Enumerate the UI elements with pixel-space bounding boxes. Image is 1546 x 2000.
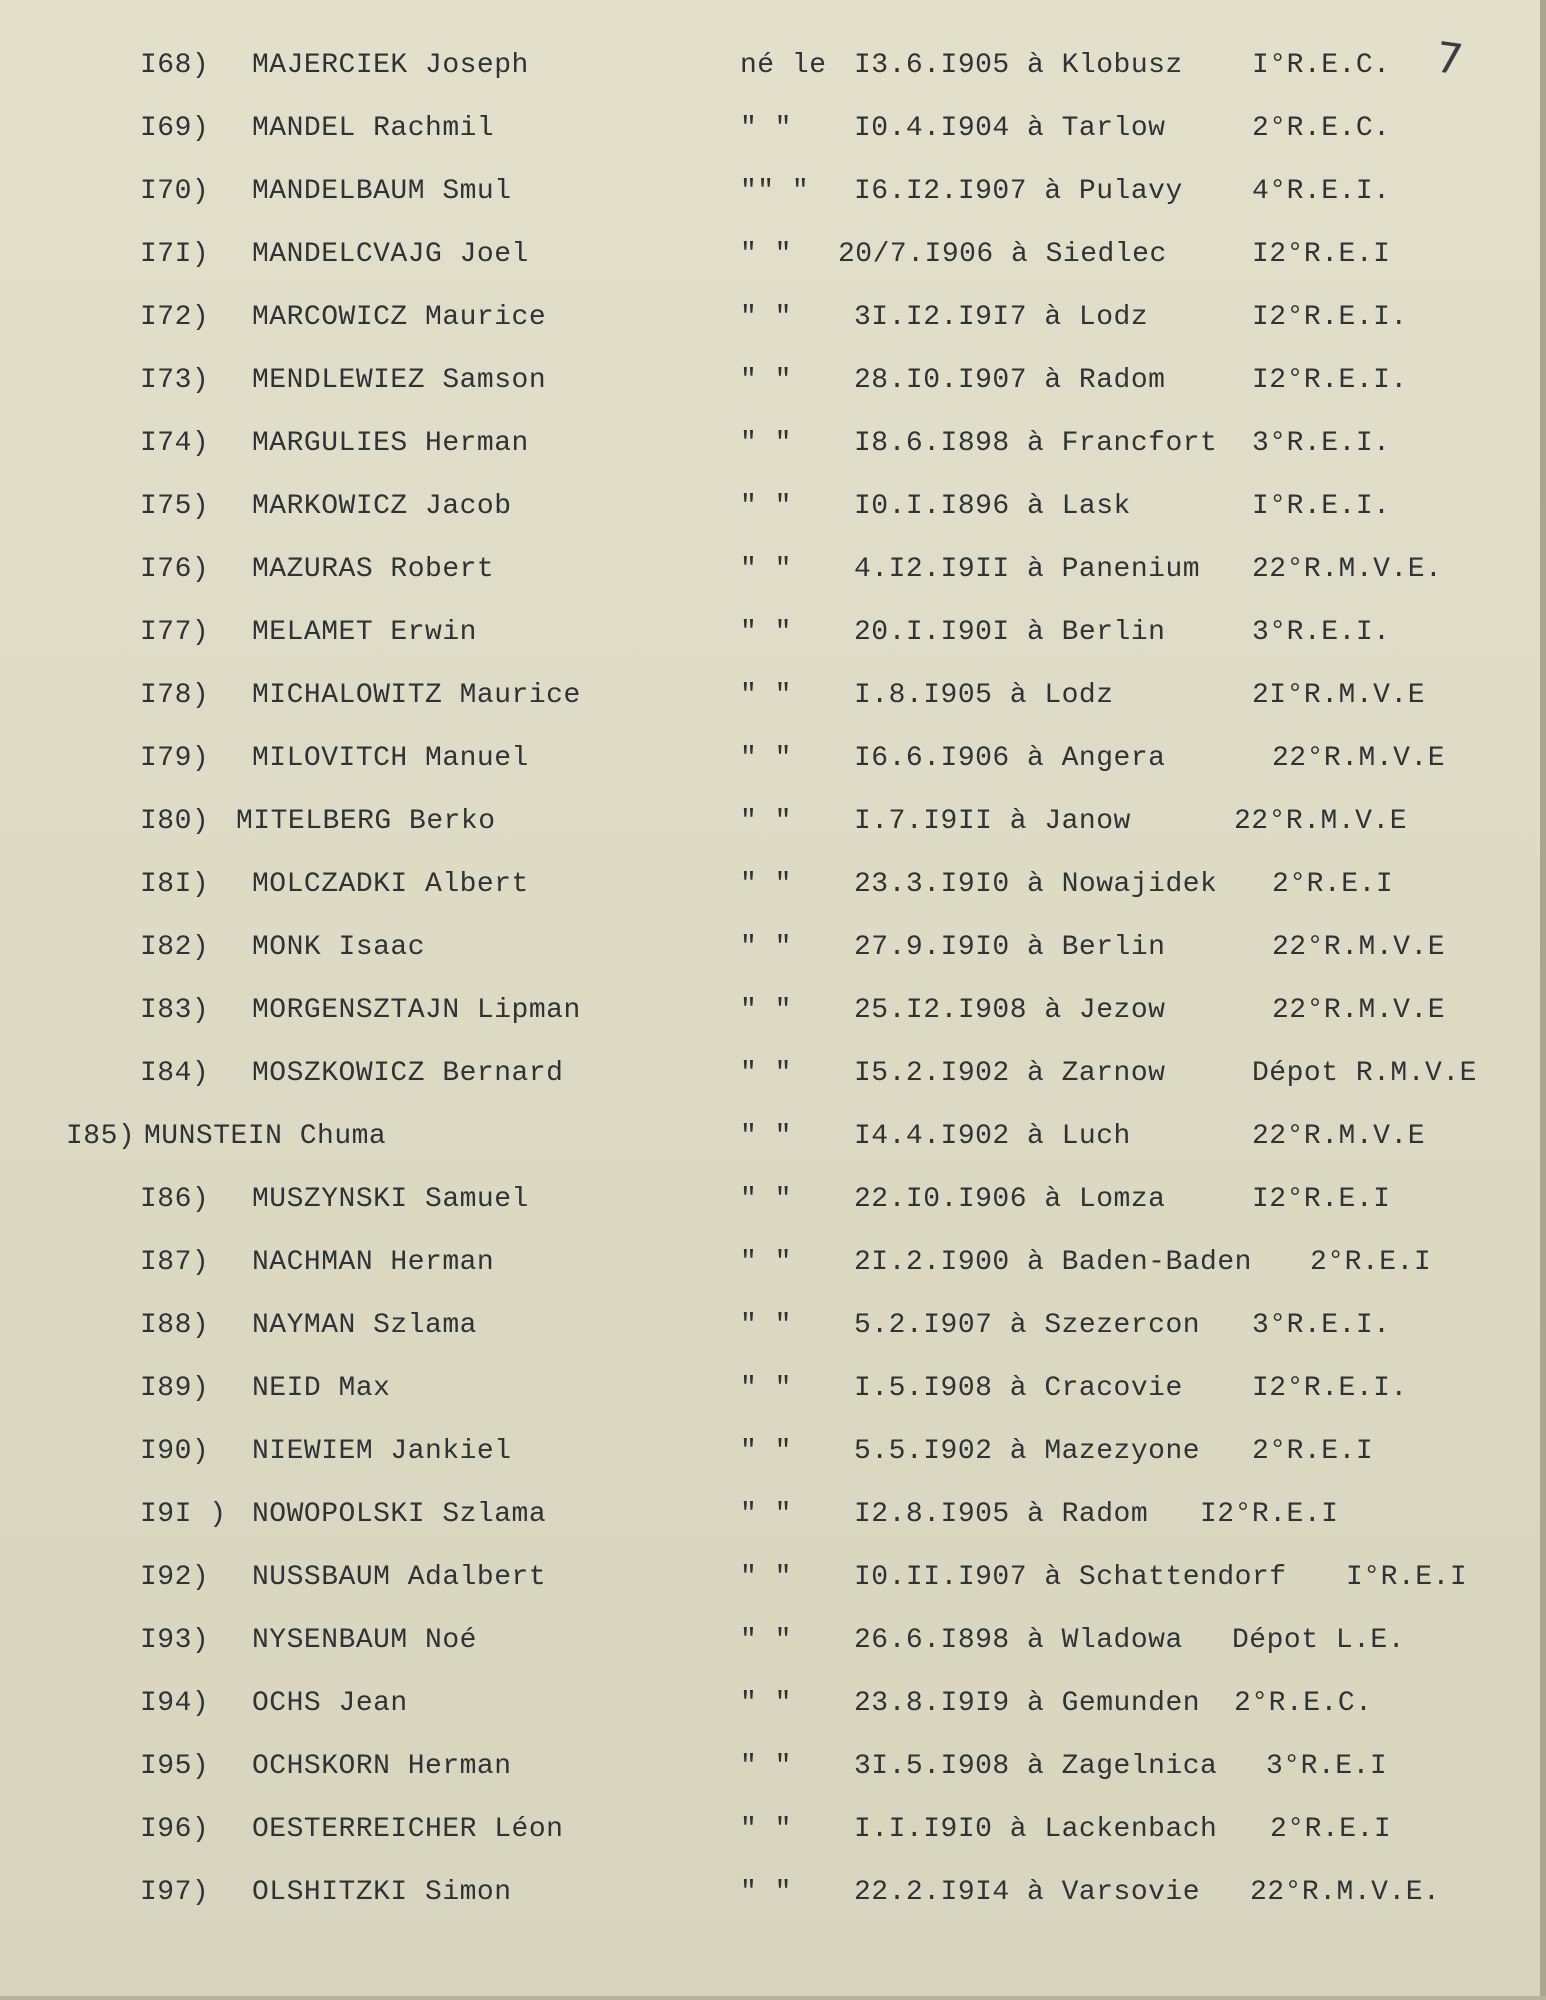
entry-number: I88) <box>140 1310 210 1341</box>
regiment-unit: I2°R.E.I. <box>1252 1373 1408 1404</box>
person-name: MANDELBAUM Smul <box>252 176 512 207</box>
person-name: NOWOPOLSKI Szlama <box>252 1499 547 1530</box>
regiment-unit: Dépot R.M.V.E <box>1252 1058 1477 1089</box>
ditto-marks: " " <box>740 1373 792 1404</box>
regiment-unit: 22°R.M.V.E. <box>1250 1877 1441 1908</box>
person-name: MILOVITCH Manuel <box>252 743 529 774</box>
roster-entry <box>0 1684 1546 1724</box>
ditto-marks: " " <box>740 1058 792 1089</box>
regiment-unit: 3°R.E.I. <box>1252 428 1391 459</box>
regiment-unit: 22°R.M.V.E <box>1272 743 1446 774</box>
entry-number: I94) <box>140 1688 210 1719</box>
ditto-marks: " " <box>740 1562 792 1593</box>
roster-entry <box>0 487 1546 527</box>
roster-entry <box>0 1495 1546 1535</box>
regiment-unit: 22°R.M.V.E <box>1272 932 1446 963</box>
ditto-marks: " " <box>740 995 792 1026</box>
roster-entry <box>0 1054 1546 1094</box>
birth-date-place: 23.8.I9I9 à Gemunden <box>854 1688 1201 1719</box>
roster-entry <box>0 1432 1546 1472</box>
person-name: MAJERCIEK Joseph <box>252 50 529 81</box>
birth-date-place: I0.4.I904 à Tarlow <box>854 113 1166 144</box>
entry-number: I69) <box>140 113 210 144</box>
entry-number: I76) <box>140 554 210 585</box>
person-name: OESTERREICHER Léon <box>252 1814 564 1845</box>
regiment-unit: I°R.E.I. <box>1252 491 1391 522</box>
roster-entry <box>0 361 1546 401</box>
roster-entry <box>0 46 1546 86</box>
ditto-marks: " " <box>740 869 792 900</box>
birth-date-place: 26.6.I898 à Wladowa <box>854 1625 1183 1656</box>
entry-number: I92) <box>140 1562 210 1593</box>
regiment-unit: 2I°R.M.V.E <box>1252 680 1426 711</box>
birth-date-place: 22.2.I9I4 à Varsovie <box>854 1877 1201 1908</box>
person-name: NIEWIEM Jankiel <box>252 1436 512 1467</box>
roster-entry <box>0 1117 1546 1157</box>
roster-entry <box>0 1558 1546 1598</box>
entry-number: I97) <box>140 1877 210 1908</box>
birth-date-place: I0.I.I896 à Lask <box>854 491 1131 522</box>
ditto-marks: " " <box>740 743 792 774</box>
regiment-unit: I°R.E.C. <box>1252 50 1391 81</box>
person-name: NUSSBAUM Adalbert <box>252 1562 547 1593</box>
birth-date-place: I0.II.I907 à Schattendorf <box>854 1562 1287 1593</box>
birth-date-place: I.7.I9II à Janow <box>854 806 1131 837</box>
birth-date-place: I6.I2.I907 à Pulavy <box>854 176 1183 207</box>
roster-entry <box>0 1243 1546 1283</box>
roster-entry <box>0 991 1546 1031</box>
entry-number: I87) <box>140 1247 210 1278</box>
ditto-marks: " " <box>740 1247 792 1278</box>
person-name: MARCOWICZ Maurice <box>252 302 547 333</box>
regiment-unit: I°R.E.I <box>1346 1562 1468 1593</box>
ditto-marks: " " <box>740 1121 792 1152</box>
roster-entry <box>0 424 1546 464</box>
person-name: MUNSTEIN Chuma <box>144 1121 387 1152</box>
ditto-marks: " " <box>740 365 792 396</box>
entry-number: I80) <box>140 806 210 837</box>
ditto-marks: " " <box>740 554 792 585</box>
person-name: NEID Max <box>252 1373 391 1404</box>
birth-date-place: I4.4.I902 à Luch <box>854 1121 1131 1152</box>
birth-date-place: I8.6.I898 à Francfort <box>854 428 1218 459</box>
regiment-unit: I2°R.E.I <box>1252 1184 1391 1215</box>
person-name: MARGULIES Herman <box>252 428 529 459</box>
regiment-unit: I2°R.E.I. <box>1252 302 1408 333</box>
regiment-unit: 22°R.M.V.E <box>1252 1121 1426 1152</box>
person-name: MUSZYNSKI Samuel <box>252 1184 529 1215</box>
roster-entry <box>0 235 1546 275</box>
roster-entry <box>0 1810 1546 1850</box>
person-name: MORGENSZTAJN Lipman <box>252 995 581 1026</box>
regiment-unit: 22°R.M.V.E. <box>1252 554 1443 585</box>
person-name: NACHMAN Herman <box>252 1247 495 1278</box>
roster-entry <box>0 550 1546 590</box>
entry-number: I86) <box>140 1184 210 1215</box>
entry-number: I70) <box>140 176 210 207</box>
birth-date-place: 20/7.I906 à Siedlec <box>838 239 1167 270</box>
birth-date-place: 5.2.I907 à Szezercon <box>854 1310 1201 1341</box>
entry-number: I89) <box>140 1373 210 1404</box>
birth-date-place: I.8.I905 à Lodz <box>854 680 1114 711</box>
roster-entry <box>0 1747 1546 1787</box>
regiment-unit: 22°R.M.V.E <box>1272 995 1446 1026</box>
ditto-marks: " " <box>740 491 792 522</box>
ditto-marks: " " <box>740 428 792 459</box>
regiment-unit: I2°R.E.I <box>1200 1499 1339 1530</box>
regiment-unit: 2°R.E.I <box>1252 1436 1374 1467</box>
birth-date-place: 5.5.I902 à Mazezyone <box>854 1436 1201 1467</box>
roster-entry <box>0 676 1546 716</box>
ditto-marks: "" " <box>740 176 810 207</box>
entry-number: I93) <box>140 1625 210 1656</box>
roster-entry <box>0 1180 1546 1220</box>
entry-number: I95) <box>140 1751 210 1782</box>
birth-date-place: 25.I2.I908 à Jezow <box>854 995 1166 1026</box>
birth-date-place: 28.I0.I907 à Radom <box>854 365 1166 396</box>
ditto-marks: " " <box>740 1877 792 1908</box>
ditto-marks: " " <box>740 113 792 144</box>
roster-entry <box>0 802 1546 842</box>
entry-number: I74) <box>140 428 210 459</box>
person-name: OCHSKORN Herman <box>252 1751 512 1782</box>
person-name: NAYMAN Szlama <box>252 1310 477 1341</box>
entry-number: I78) <box>140 680 210 711</box>
regiment-unit: 2°R.E.I <box>1272 869 1394 900</box>
person-name: MONK Isaac <box>252 932 426 963</box>
ditto-marks: " " <box>740 1310 792 1341</box>
regiment-unit: 3°R.E.I. <box>1252 1310 1391 1341</box>
ditto-marks: " " <box>740 1625 792 1656</box>
regiment-unit: 2°R.E.I <box>1270 1814 1392 1845</box>
person-name: MARKOWICZ Jacob <box>252 491 512 522</box>
person-name: MAZURAS Robert <box>252 554 495 585</box>
regiment-unit: 4°R.E.I. <box>1252 176 1391 207</box>
ditto-marks: " " <box>740 302 792 333</box>
person-name: MOLCZADKI Albert <box>252 869 529 900</box>
roster-entry <box>0 172 1546 212</box>
roster-entry <box>0 1369 1546 1409</box>
person-name: OCHS Jean <box>252 1688 408 1719</box>
birth-date-place: 2I.2.I900 à Baden-Baden <box>854 1247 1252 1278</box>
regiment-unit: 3°R.E.I. <box>1252 617 1391 648</box>
entry-number: I72) <box>140 302 210 333</box>
birth-date-place: 4.I2.I9II à Panenium <box>854 554 1201 585</box>
person-name: MENDLEWIEZ Samson <box>252 365 547 396</box>
roster-entry <box>0 928 1546 968</box>
regiment-unit: I2°R.E.I <box>1252 239 1391 270</box>
birth-date-place: I3.6.I905 à Klobusz <box>854 50 1183 81</box>
entry-number: I73) <box>140 365 210 396</box>
birth-date-place: I5.2.I902 à Zarnow <box>854 1058 1166 1089</box>
person-name: MANDELCVAJG Joel <box>252 239 529 270</box>
birth-date-place: 3I.I2.I9I7 à Lodz <box>854 302 1149 333</box>
ditto-marks: " " <box>740 1751 792 1782</box>
ditto-marks: " " <box>740 1436 792 1467</box>
entry-number: I9I ) <box>140 1499 227 1530</box>
roster-entry <box>0 865 1546 905</box>
regiment-unit: 22°R.M.V.E <box>1234 806 1408 837</box>
entry-number: I79) <box>140 743 210 774</box>
ditto-marks: " " <box>740 617 792 648</box>
entry-number: I82) <box>140 932 210 963</box>
roster-entry <box>0 1621 1546 1661</box>
person-name: MICHALOWITZ Maurice <box>252 680 581 711</box>
roster-entry <box>0 1873 1546 1913</box>
roster-entry <box>0 613 1546 653</box>
birth-prefix: né le <box>740 50 827 81</box>
birth-date-place: 3I.5.I908 à Zagelnica <box>854 1751 1218 1782</box>
ditto-marks: " " <box>740 806 792 837</box>
ditto-marks: " " <box>740 932 792 963</box>
birth-date-place: 20.I.I90I à Berlin <box>854 617 1166 648</box>
ditto-marks: " " <box>740 680 792 711</box>
person-name: MITELBERG Berko <box>236 806 496 837</box>
page-bottom-edge <box>0 1996 1546 2000</box>
regiment-unit: I2°R.E.I. <box>1252 365 1408 396</box>
entry-number: I96) <box>140 1814 210 1845</box>
regiment-unit: 2°R.E.I <box>1310 1247 1432 1278</box>
ditto-marks: " " <box>740 239 792 270</box>
ditto-marks: " " <box>740 1814 792 1845</box>
birth-date-place: I.I.I9I0 à Lackenbach <box>854 1814 1218 1845</box>
ditto-marks: " " <box>740 1688 792 1719</box>
entry-number: I84) <box>140 1058 210 1089</box>
birth-date-place: I.5.I908 à Cracovie <box>854 1373 1183 1404</box>
entry-number: I68) <box>140 50 210 81</box>
birth-date-place: I6.6.I906 à Angera <box>854 743 1166 774</box>
person-name: MANDEL Rachmil <box>252 113 495 144</box>
birth-date-place: I2.8.I905 à Radom <box>854 1499 1149 1530</box>
birth-date-place: 22.I0.I906 à Lomza <box>854 1184 1166 1215</box>
person-name: MOSZKOWICZ Bernard <box>252 1058 564 1089</box>
birth-date-place: 23.3.I9I0 à Nowajidek <box>854 869 1218 900</box>
regiment-unit: 3°R.E.I <box>1266 1751 1388 1782</box>
entry-number: I90) <box>140 1436 210 1467</box>
entry-number: I7I) <box>140 239 210 270</box>
roster-entry <box>0 739 1546 779</box>
ditto-marks: " " <box>740 1499 792 1530</box>
entry-number: I75) <box>140 491 210 522</box>
handwritten-page-number: 7 <box>1432 32 1467 85</box>
entry-number: I77) <box>140 617 210 648</box>
person-name: OLSHITZKI Simon <box>252 1877 512 1908</box>
person-name: NYSENBAUM Noé <box>252 1625 477 1656</box>
roster-entry <box>0 1306 1546 1346</box>
roster-entry <box>0 109 1546 149</box>
entry-number: I8I) <box>140 869 210 900</box>
roster-entry <box>0 298 1546 338</box>
regiment-unit: 2°R.E.C. <box>1252 113 1391 144</box>
ditto-marks: " " <box>740 1184 792 1215</box>
birth-date-place: 27.9.I9I0 à Berlin <box>854 932 1166 963</box>
regiment-unit: Dépot L.E. <box>1232 1625 1406 1656</box>
entry-number: I85) <box>66 1121 136 1152</box>
entry-number: I83) <box>140 995 210 1026</box>
person-name: MELAMET Erwin <box>252 617 477 648</box>
regiment-unit: 2°R.E.C. <box>1234 1688 1373 1719</box>
